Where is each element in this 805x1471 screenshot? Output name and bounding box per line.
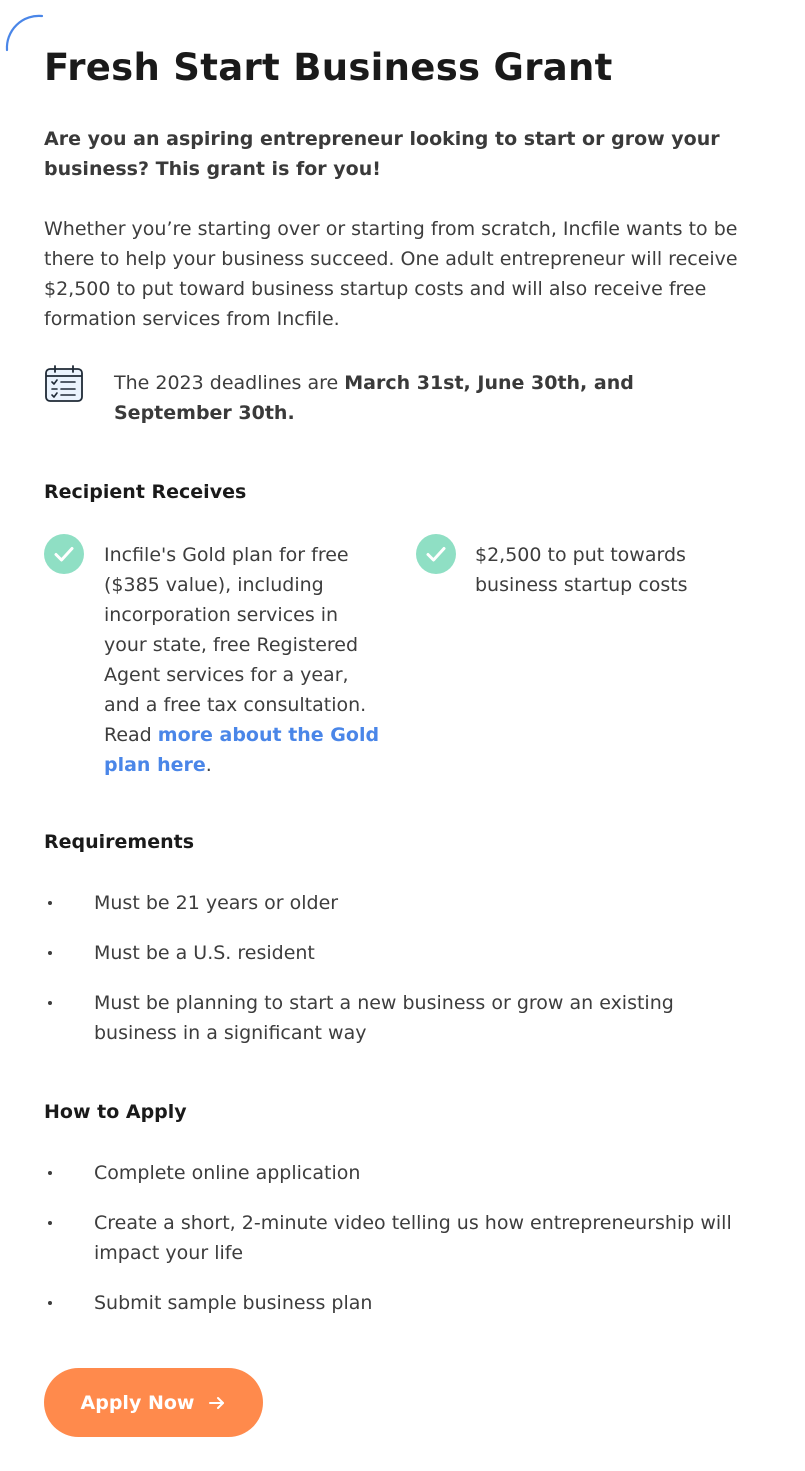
apply-step-text: Submit sample business plan bbox=[94, 1292, 373, 1314]
calendar-checklist-icon bbox=[44, 364, 84, 404]
bullet-icon bbox=[48, 1301, 52, 1305]
gold-plan-suffix: . bbox=[205, 754, 212, 776]
bullet-icon bbox=[48, 1001, 52, 1005]
list-item bbox=[44, 1158, 756, 1188]
apply-step-text: Complete online application bbox=[94, 1162, 361, 1184]
gold-plan-link[interactable]: more about the Gold plan here bbox=[104, 724, 380, 776]
list-item bbox=[44, 1208, 756, 1268]
requirements-list bbox=[44, 888, 756, 1068]
gold-plan-description: Incfile's Gold plan for free ($385 value), including incorporation services in your state, free Registered Agent services for a year, and a free tax consultation. Read bbox=[104, 544, 367, 746]
bullet-icon bbox=[48, 901, 52, 905]
arrow-right-icon bbox=[208, 1394, 226, 1412]
bullet-icon bbox=[48, 951, 52, 955]
check-circle-icon bbox=[44, 534, 84, 574]
intro-lead: Are you an aspiring entrepreneur looking to start or grow your business? This grant is for you! bbox=[44, 128, 720, 180]
bullet-icon bbox=[48, 1171, 52, 1175]
apply-steps-list bbox=[44, 1158, 756, 1338]
deadline-text bbox=[114, 368, 754, 428]
list-item bbox=[44, 988, 756, 1048]
recipient-list bbox=[44, 534, 756, 780]
list-item bbox=[44, 1288, 756, 1318]
recipient-item-cash bbox=[416, 534, 735, 780]
recipient-heading: Recipient Receives bbox=[44, 481, 247, 503]
list-item bbox=[44, 938, 756, 968]
deadline-row bbox=[44, 362, 756, 428]
apply-step-text: Create a short, 2-minute video telling us how entrepreneurship will impact your life bbox=[94, 1212, 732, 1264]
intro-body: Whether you’re starting over or starting from scratch, Incfile wants to be there to help your business succeed. One adult entrepreneur will receive $2,500 to put toward business startup costs and will also receive free formation services from Incfile. bbox=[44, 218, 738, 330]
deadline-prefix: The 2023 deadlines are bbox=[114, 372, 345, 394]
bullet-icon bbox=[48, 1221, 52, 1225]
requirements-heading: Requirements bbox=[44, 831, 195, 853]
cash-award-text: $2,500 to put towards business startup costs bbox=[475, 544, 688, 596]
recipient-item-text bbox=[104, 540, 384, 780]
apply-now-button[interactable] bbox=[44, 1368, 263, 1437]
requirement-text: Must be planning to start a new business or grow an existing business in a significant way bbox=[94, 992, 674, 1044]
check-circle-icon bbox=[416, 534, 456, 574]
apply-now-label: Apply Now bbox=[80, 1391, 195, 1414]
requirement-text: Must be 21 years or older bbox=[94, 892, 339, 914]
recipient-item-gold-plan bbox=[44, 534, 416, 780]
how-to-apply-heading: How to Apply bbox=[44, 1101, 187, 1123]
page-title: Fresh Start Business Grant bbox=[44, 46, 613, 89]
deadline-dates: March 31st, June 30th, and September 30th. bbox=[114, 372, 634, 424]
list-item bbox=[44, 888, 756, 918]
requirement-text: Must be a U.S. resident bbox=[94, 942, 315, 964]
